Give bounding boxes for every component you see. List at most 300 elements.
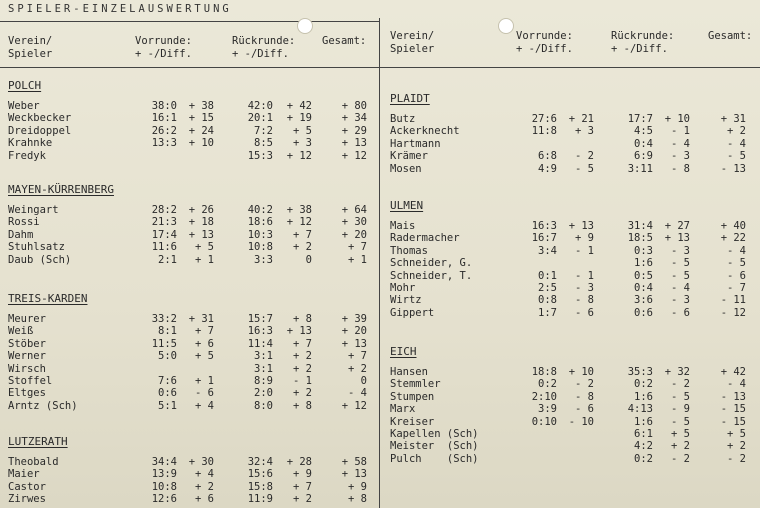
second-round-score: 8:0 (254, 399, 273, 412)
second-round-diff: + 10 (664, 113, 690, 125)
total-diff: + 2 (727, 125, 746, 138)
first-round-diff: + 4 (195, 468, 214, 481)
first-round-diff: + 10 (188, 137, 214, 150)
club-name: ULMEN (390, 199, 424, 212)
first-round-score: 28:2 (151, 204, 177, 216)
second-round-diff: + 19 (286, 112, 312, 125)
total-diff: + 31 (720, 113, 746, 125)
second-round-diff: + 5 (671, 427, 690, 440)
header-club-player-right: Verein/ Spieler (390, 30, 435, 55)
player-row (390, 125, 746, 137)
total-diff: - 15 (720, 415, 746, 428)
club-group-plaidt (390, 92, 746, 175)
player-row (8, 254, 367, 266)
total-diff: - 12 (720, 306, 746, 319)
total-diff: + 20 (341, 228, 367, 241)
second-round-diff: + 28 (286, 456, 312, 468)
total-diff: + 12 (341, 399, 367, 412)
player-row (8, 125, 367, 137)
first-round-score: 6:8 (538, 150, 557, 163)
second-round-diff: - 1 (671, 125, 690, 138)
second-round-diff: + 12 (286, 216, 312, 229)
player-name: Eltges (8, 387, 46, 400)
total-diff: + 22 (720, 232, 746, 245)
first-round-score: 26:2 (151, 124, 177, 137)
second-round-diff: + 12 (286, 149, 312, 162)
club-group-polch (8, 79, 367, 162)
player-name: Pulch (Sch) (390, 452, 479, 465)
second-round-score: 4:5 (634, 125, 653, 138)
player-name: Dreidoppel (8, 124, 72, 137)
first-round-score: 5:0 (158, 350, 177, 363)
first-round-diff: - 10 (568, 415, 594, 428)
second-round-score: 32:4 (247, 456, 273, 468)
first-round-score: 12:6 (151, 493, 177, 506)
first-round-diff: + 15 (188, 112, 214, 125)
total-diff: + 7 (348, 350, 367, 363)
first-round-diff: - 6 (575, 306, 594, 319)
player-row (8, 387, 367, 399)
player-name: Stuhlsatz (8, 241, 65, 254)
second-round-diff: + 5 (293, 124, 312, 137)
total-diff: + 40 (720, 220, 746, 232)
header-total-right: Gesamt: (708, 30, 753, 42)
second-round-score: 31:4 (627, 220, 653, 232)
second-round-score: 0:2 (634, 378, 653, 391)
second-round-score: 8:9 (254, 374, 273, 387)
player-row (8, 216, 367, 228)
second-round-score: 1:6 (634, 257, 653, 270)
player-name: Schneider, G. (390, 257, 473, 270)
second-round-diff: + 7 (293, 228, 312, 241)
first-round-diff: + 21 (568, 113, 594, 125)
total-diff: - 13 (720, 390, 746, 403)
first-round-score: 11:6 (151, 241, 177, 254)
player-name: Theobald (8, 456, 59, 468)
second-round-score: 11:9 (247, 493, 273, 506)
player-row (390, 257, 746, 269)
club-group-ulmen (390, 199, 746, 319)
player-row (8, 350, 367, 362)
total-diff: + 42 (720, 366, 746, 378)
second-round-score: 16:3 (247, 325, 273, 338)
player-name: Weingart (8, 204, 59, 216)
first-round-diff: + 13 (188, 228, 214, 241)
player-row (390, 282, 746, 294)
total-diff: + 34 (341, 112, 367, 125)
club-group-lutzerath (8, 435, 367, 506)
player-row (390, 113, 746, 125)
total-diff: + 64 (341, 204, 367, 216)
total-diff: - 7 (727, 281, 746, 294)
page-title: SPIELER-EINZELAUSWERTUNG (8, 3, 232, 15)
second-round-diff: + 2 (293, 241, 312, 254)
first-round-diff: + 5 (195, 350, 214, 363)
player-name: Radermacher (390, 232, 460, 245)
first-round-diff: - 8 (575, 390, 594, 403)
player-name: Krahnke (8, 137, 53, 150)
player-row (8, 456, 367, 468)
total-diff: + 2 (348, 362, 367, 375)
second-round-diff: - 3 (671, 244, 690, 257)
player-name: Butz (390, 113, 416, 125)
header-first-round-left: Vorrunde: + -/Diff. (135, 35, 192, 60)
player-row (8, 313, 367, 325)
first-round-score: 0:8 (538, 294, 557, 307)
second-round-diff: + 7 (293, 337, 312, 350)
second-round-diff: - 4 (671, 281, 690, 294)
player-row (390, 245, 746, 257)
total-diff: + 8 (348, 493, 367, 506)
first-round-score: 0:10 (531, 415, 557, 428)
first-round-score: 16:3 (531, 220, 557, 232)
player-row (8, 204, 367, 216)
player-name: Weckbecker (8, 112, 72, 125)
club-name: TREIS-KARDEN (8, 292, 88, 305)
second-round-score: 15:3 (247, 149, 273, 162)
player-name: Meurer (8, 313, 46, 325)
second-round-diff: + 9 (293, 468, 312, 481)
first-round-diff: + 24 (188, 124, 214, 137)
club-group-mayen-kürrenberg (8, 183, 367, 266)
second-round-score: 0:2 (634, 452, 653, 465)
total-diff: + 29 (341, 124, 367, 137)
first-round-diff: - 5 (575, 162, 594, 175)
first-round-score: 13:9 (151, 468, 177, 481)
player-name: Arntz (Sch) (8, 399, 78, 412)
second-round-diff: + 8 (293, 399, 312, 412)
first-round-diff: + 38 (188, 100, 214, 112)
first-round-diff: + 31 (188, 313, 214, 325)
second-round-diff: - 5 (671, 390, 690, 403)
player-row (390, 294, 746, 306)
second-round-score: 15:8 (247, 480, 273, 493)
player-row (8, 100, 367, 112)
total-diff: - 5 (727, 257, 746, 270)
player-row (8, 325, 367, 337)
total-diff: - 5 (727, 150, 746, 163)
second-round-score: 15:6 (247, 468, 273, 481)
second-round-score: 0:6 (634, 306, 653, 319)
total-diff: - 4 (348, 387, 367, 400)
player-name: Wirsch (8, 362, 46, 375)
second-round-diff: 0 (305, 253, 312, 266)
first-round-score: 16:1 (151, 112, 177, 125)
second-round-score: 0:5 (634, 269, 653, 282)
first-round-score: 33:2 (151, 313, 177, 325)
first-round-score: 13:3 (151, 137, 177, 150)
first-round-score: 11:8 (531, 125, 557, 138)
player-row (390, 163, 746, 175)
total-diff: + 20 (341, 325, 367, 338)
player-name: Stoffel (8, 374, 53, 387)
first-round-diff: + 10 (568, 366, 594, 378)
total-diff: - 4 (727, 244, 746, 257)
player-name: Fredyk (8, 149, 46, 162)
second-round-diff: + 7 (293, 480, 312, 493)
first-round-diff: + 9 (575, 232, 594, 245)
player-row (8, 150, 367, 162)
first-round-score: 0:6 (158, 387, 177, 400)
second-round-score: 17:7 (627, 113, 653, 125)
header-rule-left (0, 67, 379, 68)
first-round-diff: + 18 (188, 216, 214, 229)
header-rule-right (379, 67, 760, 68)
player-row (390, 366, 746, 378)
player-name: Marx (390, 403, 416, 416)
punch-hole-right (498, 18, 514, 34)
first-round-score: 0:2 (538, 378, 557, 391)
second-round-score: 40:2 (247, 204, 273, 216)
column-divider (379, 18, 380, 508)
first-round-diff: + 26 (188, 204, 214, 216)
second-round-diff: - 3 (671, 150, 690, 163)
second-round-score: 6:1 (634, 427, 653, 440)
player-row (390, 150, 746, 162)
total-diff: + 5 (727, 427, 746, 440)
second-round-diff: - 9 (671, 403, 690, 416)
first-round-score: 0:1 (538, 269, 557, 282)
player-row (8, 112, 367, 124)
second-round-score: 3:1 (254, 350, 273, 363)
second-round-score: 3:11 (627, 162, 653, 175)
total-diff: + 30 (341, 216, 367, 229)
player-name: Kreiser (390, 415, 435, 428)
second-round-score: 0:4 (634, 137, 653, 150)
first-round-score: 8:1 (158, 325, 177, 338)
player-row (390, 453, 746, 465)
player-name: Mohr (390, 281, 416, 294)
second-round-score: 18:5 (627, 232, 653, 245)
second-round-diff: - 5 (671, 415, 690, 428)
player-row (8, 338, 367, 350)
first-round-score: 1:7 (538, 306, 557, 319)
second-round-score: 20:1 (247, 112, 273, 125)
player-row (390, 270, 746, 282)
second-round-score: 4:2 (634, 440, 653, 453)
club-name: LUTZERATH (8, 435, 68, 448)
player-name: Schneider, T. (390, 269, 473, 282)
player-name: Thomas (390, 244, 428, 257)
second-round-diff: + 2 (293, 493, 312, 506)
first-round-diff: + 4 (195, 399, 214, 412)
total-diff: + 13 (341, 137, 367, 150)
first-round-diff: + 6 (195, 493, 214, 506)
second-round-score: 8:5 (254, 137, 273, 150)
player-name: Stumpen (390, 390, 435, 403)
second-round-diff: - 3 (671, 294, 690, 307)
player-name: Castor (8, 480, 46, 493)
player-name: Weiß (8, 325, 34, 338)
header-first-round-right: Vorrunde: + -/Diff. (516, 30, 573, 55)
second-round-score: 3:1 (254, 362, 273, 375)
punch-hole-left (297, 18, 313, 34)
second-round-score: 3:3 (254, 253, 273, 266)
first-round-score: 5:1 (158, 399, 177, 412)
player-row (8, 241, 367, 253)
second-round-diff: - 2 (671, 452, 690, 465)
player-row (8, 481, 367, 493)
first-round-diff: - 8 (575, 294, 594, 307)
first-round-diff: + 6 (195, 337, 214, 350)
header-club-player-left: Verein/ Spieler (8, 35, 53, 60)
club-name: PLAIDT (390, 92, 430, 105)
second-round-diff: + 42 (286, 100, 312, 112)
second-round-diff: + 32 (664, 366, 690, 378)
first-round-diff: - 6 (195, 387, 214, 400)
second-round-diff: + 13 (664, 232, 690, 245)
first-round-score: 17:4 (151, 228, 177, 241)
first-round-diff: + 13 (568, 220, 594, 232)
player-name: Stöber (8, 337, 46, 350)
player-row (390, 403, 746, 415)
total-diff: - 6 (727, 269, 746, 282)
second-round-score: 4:13 (627, 403, 653, 416)
first-round-score: 10:8 (151, 480, 177, 493)
player-name: Krämer (390, 150, 428, 163)
total-diff: - 13 (720, 162, 746, 175)
player-name: Hansen (390, 366, 428, 378)
first-round-diff: + 1 (195, 374, 214, 387)
player-row (390, 428, 746, 440)
first-round-diff: + 30 (188, 456, 214, 468)
total-diff: + 39 (341, 313, 367, 325)
first-round-diff: - 2 (575, 150, 594, 163)
total-diff: + 7 (348, 241, 367, 254)
player-row (390, 307, 746, 319)
second-round-diff: - 2 (671, 378, 690, 391)
second-round-score: 0:4 (634, 281, 653, 294)
player-row (390, 232, 746, 244)
total-diff: + 1 (348, 253, 367, 266)
player-row (8, 468, 367, 480)
first-round-diff: - 6 (575, 403, 594, 416)
total-diff: - 4 (727, 378, 746, 391)
first-round-diff: - 3 (575, 281, 594, 294)
second-round-diff: - 6 (671, 306, 690, 319)
first-round-diff: + 5 (195, 241, 214, 254)
first-round-diff: - 1 (575, 269, 594, 282)
second-round-score: 7:2 (254, 124, 273, 137)
first-round-score: 7:6 (158, 374, 177, 387)
first-round-diff: + 7 (195, 325, 214, 338)
second-round-diff: + 27 (664, 220, 690, 232)
first-round-score: 2:1 (158, 253, 177, 266)
player-name: Wirtz (390, 294, 422, 307)
player-name: Gippert (390, 306, 435, 319)
second-round-score: 10:3 (247, 228, 273, 241)
player-name: Stemmler (390, 378, 441, 391)
first-round-score: 2:10 (531, 390, 557, 403)
second-round-diff: - 5 (671, 269, 690, 282)
second-round-score: 2:0 (254, 387, 273, 400)
first-round-score: 16:7 (531, 232, 557, 245)
club-name: EICH (390, 345, 417, 358)
first-round-score: 3:4 (538, 244, 557, 257)
first-round-score: 27:6 (531, 113, 557, 125)
first-round-score: 38:0 (151, 100, 177, 112)
club-name: MAYEN-KÜRRENBERG (8, 183, 114, 196)
second-round-diff: + 2 (293, 387, 312, 400)
first-round-diff: - 2 (575, 378, 594, 391)
player-row (8, 400, 367, 412)
first-round-diff: - 1 (575, 244, 594, 257)
player-name: Werner (8, 350, 46, 363)
total-diff: + 13 (341, 337, 367, 350)
total-diff: + 80 (341, 100, 367, 112)
player-row (390, 378, 746, 390)
player-name: Ackerknecht (390, 125, 460, 138)
total-diff: - 11 (720, 294, 746, 307)
second-round-diff: - 8 (671, 162, 690, 175)
total-diff: + 13 (341, 468, 367, 481)
player-name: Meister (Sch) (390, 440, 479, 453)
second-round-score: 10:8 (247, 241, 273, 254)
header-total-left: Gesamt: (322, 35, 367, 47)
first-round-score: 18:8 (531, 366, 557, 378)
player-row (390, 138, 746, 150)
player-row (390, 416, 746, 428)
second-round-score: 6:9 (634, 150, 653, 163)
first-round-diff: + 2 (195, 480, 214, 493)
second-round-diff: - 5 (671, 257, 690, 270)
player-name: Kapellen (Sch) (390, 427, 479, 440)
total-diff: + 9 (348, 480, 367, 493)
player-row (8, 493, 367, 505)
second-round-diff: + 38 (286, 204, 312, 216)
first-round-score: 3:9 (538, 403, 557, 416)
header-second-round-right: Rückrunde: + -/Diff. (611, 30, 675, 55)
first-round-diff: + 1 (195, 253, 214, 266)
club-group-treis-karden (8, 292, 367, 412)
player-name: Weber (8, 100, 40, 112)
club-group-eich (390, 345, 746, 465)
player-name: Rossi (8, 216, 40, 229)
player-row (8, 229, 367, 241)
total-diff: + 12 (341, 149, 367, 162)
player-row (390, 440, 746, 452)
second-round-diff: + 2 (293, 350, 312, 363)
first-round-score: 11:5 (151, 337, 177, 350)
player-name: Mosen (390, 162, 422, 175)
second-round-diff: + 2 (293, 362, 312, 375)
second-round-score: 15:7 (247, 313, 273, 325)
second-round-diff: + 13 (286, 325, 312, 338)
second-round-score: 0:3 (634, 244, 653, 257)
club-name: POLCH (8, 79, 42, 92)
total-diff: - 4 (727, 137, 746, 150)
second-round-score: 42:0 (247, 100, 273, 112)
header-second-round-left: Rückrunde: + -/Diff. (232, 35, 296, 60)
first-round-diff: + 3 (575, 125, 594, 138)
player-row (8, 375, 367, 387)
player-row (390, 391, 746, 403)
second-round-diff: + 3 (293, 137, 312, 150)
first-round-score: 21:3 (151, 216, 177, 229)
total-diff: + 2 (727, 440, 746, 453)
total-diff: 0 (360, 374, 367, 387)
first-round-score: 34:4 (151, 456, 177, 468)
title-rule (0, 21, 379, 22)
second-round-diff: - 4 (671, 137, 690, 150)
second-round-score: 11:4 (247, 337, 273, 350)
player-name: Hartmann (390, 137, 441, 150)
first-round-score: 2:5 (538, 281, 557, 294)
second-round-score: 1:6 (634, 415, 653, 428)
second-round-diff: - 1 (293, 374, 312, 387)
second-round-score: 3:6 (634, 294, 653, 307)
player-name: Dahm (8, 228, 34, 241)
